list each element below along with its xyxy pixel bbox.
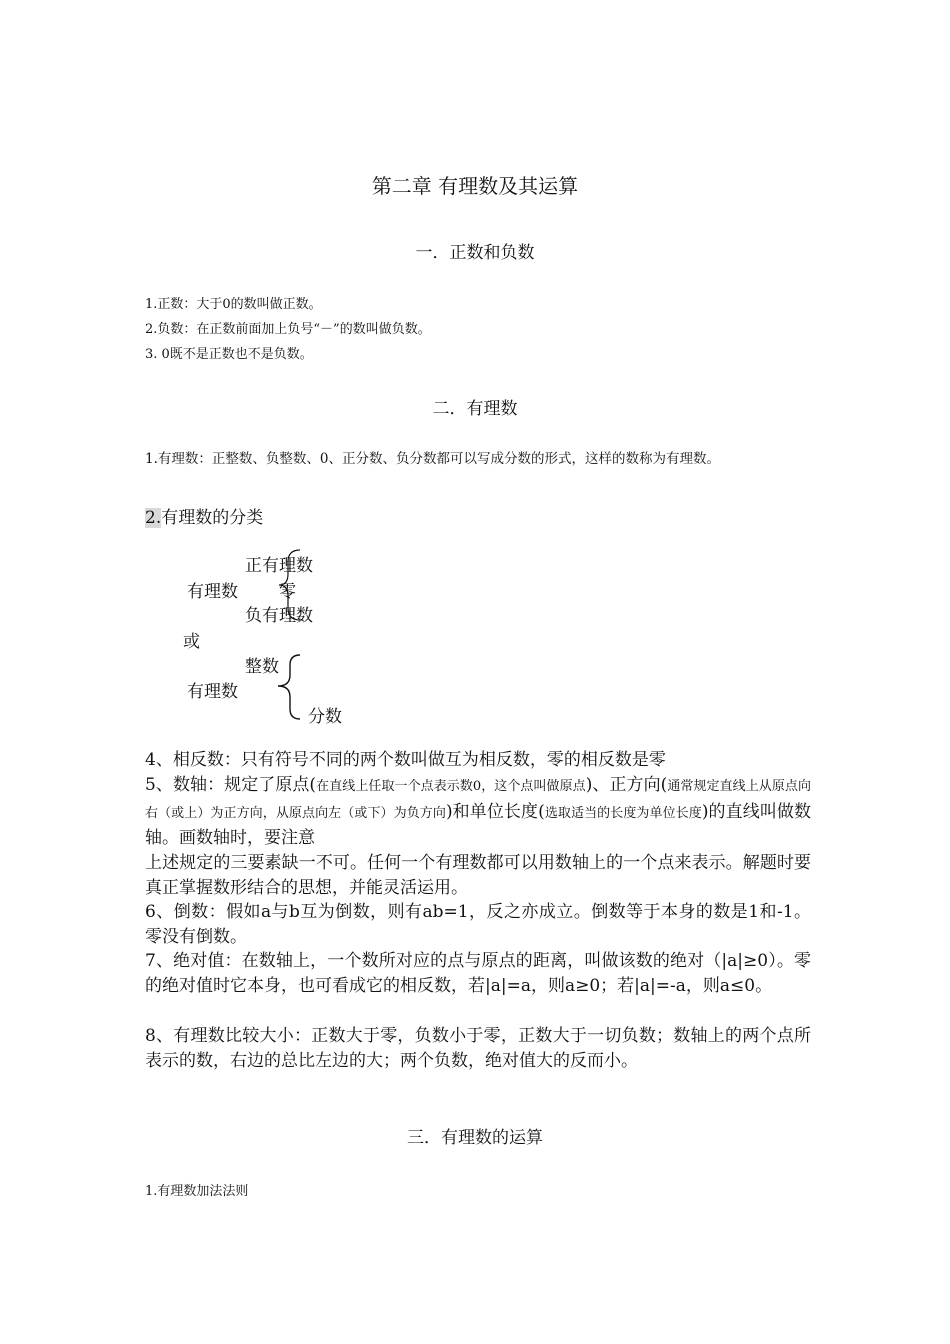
section-heading-3: 三．有理数的运算	[407, 1128, 543, 1148]
list-item: 1.正数：大于0的数叫做正数。	[145, 297, 322, 312]
number-line-cont: 上述规定的三要素缺一不可。任何一个有理数都可以用数轴上的一个点来表示。解题时要真正掌握数形结合的思想，并能灵活运用。	[145, 853, 811, 898]
branch-integer: 整数	[245, 657, 279, 677]
section-heading-2: 二．有理数	[432, 399, 518, 419]
section-heading-1: 一．正数和负数	[415, 243, 535, 263]
page-title: 第二章 有理数及其运算	[371, 174, 579, 198]
opposite-number: 4、相反数：只有符号不同的两个数叫做互为相反数，零的相反数是零	[145, 750, 666, 770]
branch-positive-rational: 正有理数	[245, 556, 313, 576]
branch-zero: 零	[279, 582, 296, 602]
classification-number: 2.	[145, 508, 162, 528]
or-label: 或	[183, 632, 200, 652]
brace-icon	[270, 651, 310, 723]
branch-negative-rational: 负有理数	[245, 606, 313, 626]
brace-icon	[270, 548, 310, 622]
list-item: 1.有理数加法法则	[145, 1184, 249, 1199]
classification-label: 有理数的分类	[161, 508, 264, 528]
classification-root: 有理数	[187, 682, 238, 702]
classification-root: 有理数	[187, 582, 238, 602]
list-item: 3. 0既不是正数也不是负数。	[145, 347, 313, 362]
classification-heading	[145, 503, 263, 528]
number-line: 5、数轴：规定了原点(在直线上任取一个点表示数0，这个点叫做原点)、正方向(通常规定直线上从原点向右（或上）为正方向，从原点向左（或下）为负方向)和单位长度(选取适当的长度为单位长度)的直线叫做数轴。画数轴时，要注意	[145, 775, 811, 849]
branch-fraction: 分数	[308, 707, 342, 727]
list-item: 2.负数：在正数前面加上负号“－”的数叫做负数。	[145, 322, 431, 337]
compare-rationals: 8、有理数比较大小：正数大于零，负数小于零，正数大于一切负数；数轴上的两个点所表示的数，右边的总比左边的大；两个负数，绝对值大的反而小。	[145, 1026, 811, 1071]
rational-definition: 1.有理数：正整数、负整数、0、正分数、负分数都可以写成分数的形式，这样的数称为有理数。	[145, 451, 720, 467]
reciprocal: 6、倒数：假如a与b互为倒数，则有ab=1，反之亦成立。倒数等于本身的数是1和-1。零没有倒数。	[145, 902, 811, 947]
absolute-value: 7、绝对值：在数轴上，一个数所对应的点与原点的距离，叫做该数的绝对（|a|≥0）。零的绝对值时它本身，也可看成它的相反数，若|a|=a，则a≥0；若|a|=-a，则a≤0。	[145, 951, 811, 996]
